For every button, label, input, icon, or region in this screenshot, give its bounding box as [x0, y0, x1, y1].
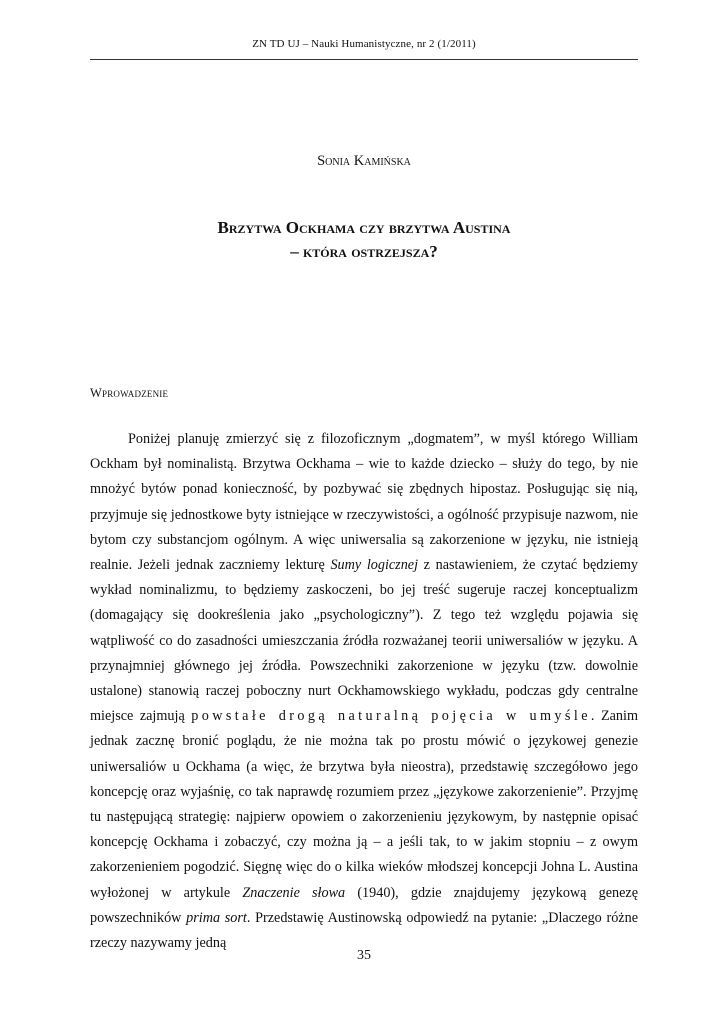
text-run: . Zanim jednak zacznę bronić poglądu, że nie można tak po prostu mówić o językowej genezie uniwersaliów u Ockhama (a więc, że brzytwa była nieostra), przedstawię szczegółowo jego koncepcję oraz wyjaśnię, co tak naprawdę rozumiem przez „językowe zakorzenienie”. Przyjmę tu następującą strategię: najpierw opowiem o zakorzenieniu językowym, by następnie opisać koncepcję Ockhama i zobaczyć, czy można ją – a jeśli tak, to w jakim stopniu – z owym zakorzenieniem pogodzić. Sięgnę więc do o kilka wieków młodszej koncepcji Johna L. Austina wyłożonej w artykule [90, 708, 638, 901]
title-line-1: Brzytwa Ockhama czy brzytwa Austina [217, 218, 511, 237]
spaced-emphasis: powstałe drogą naturalną pojęcia w umyśle [191, 708, 591, 725]
title-line-2: – która ostrzejsza? [290, 242, 438, 261]
text-run: (1940), gdzie znajdujemy językową genezę powszechników [90, 884, 639, 926]
body-text [90, 427, 638, 956]
text-run: . Przedstawię Austinowską odpowiedź na pytanie: „Dlaczego różne rzeczy nazywamy jedną [90, 909, 638, 952]
page-number: 35 [357, 948, 371, 963]
running-header: ZN TD UJ – Nauki Humanistyczne, nr 2 (1/2011) [252, 38, 476, 50]
emphasis-title-sumy: Sumy logicznej [330, 557, 419, 574]
section-heading: Wprowadzenie [90, 386, 169, 400]
emphasis-prima-sort: prima sort [186, 909, 247, 926]
article-title [90, 216, 638, 264]
paragraph [90, 427, 638, 956]
header-rule [90, 59, 638, 60]
text-run: Poniżej planuję zmierzyć się z filozoficznym „dogmatem”, w myśl którego William Ockham był nominalistą. Brzytwa Ockhama – wie to każde dziecko – służy do tego, by nie mnożyć bytów ponad konieczność, by pozbywać się zbędnych hipostaz. Posługując się nią, przyjmuje się jednostkowe byty istniejące w rzeczywistości, a ogólność przypisuje nazwom, nie bytom czy substancjom ogólnym. A więc uniwersalia są zakorzenione w języku, nie istnieją realnie. Jeżeli jednak zaczniemy lekturę [90, 431, 638, 574]
author-name: Sonia Kamińska [317, 153, 411, 169]
text-run: z nastawieniem, że czytać będziemy wykład nominalizmu, to będziemy zaskoczeni, bo jej treść sugeruje raczej konceptualizm (domagający się dookreślenia jako „psychologiczny”). Z tego też względu pojawia się wątpliwość co do zasadności umieszczania źródła rozważanej teorii uniwersaliów w języku. A przynajmniej głównego jej źródła. Powszechniki zakorzenione w języku (tzw. dowolnie ustalone) stanowią raczej poboczny nurt Ockhamowskiego wykładu, podczas gdy centralne miejsce zajmują [90, 557, 639, 725]
emphasis-title-znaczenie: Znaczenie słowa [242, 884, 346, 901]
